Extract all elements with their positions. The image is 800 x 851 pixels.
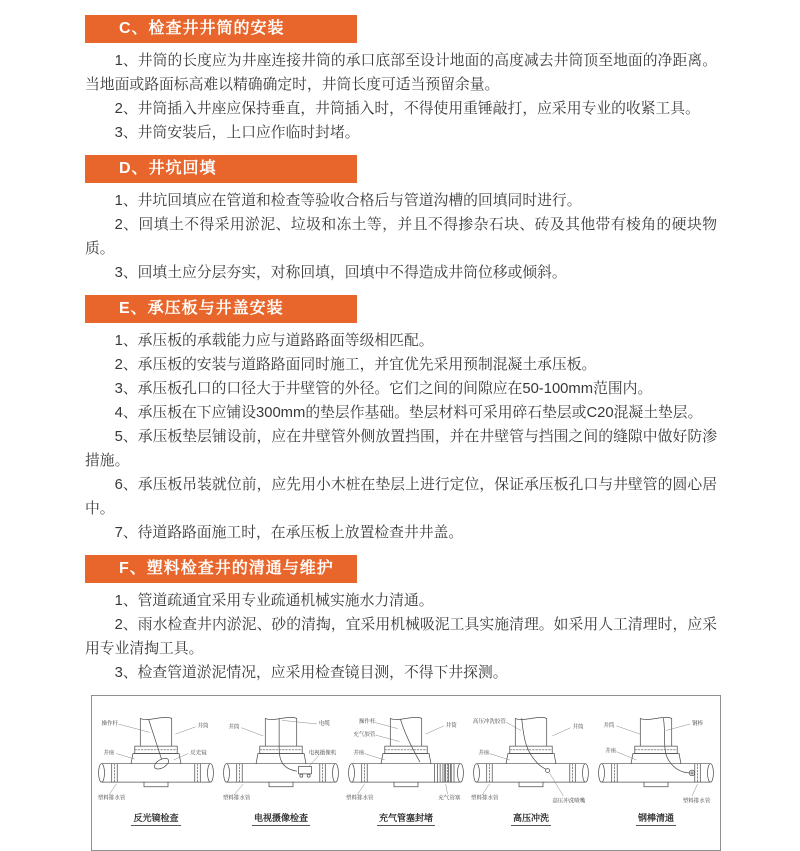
figure-caption: 反光镜检查 xyxy=(131,811,180,826)
figure-caption: 高压冲洗 xyxy=(511,811,551,826)
diagram-label: 电缆 xyxy=(318,720,330,727)
diagram-label: 高压冲洗胶管 xyxy=(472,719,506,726)
well-diagram-rod xyxy=(596,712,716,808)
list-item: 1、管道疏通宜采用专业疏通机械实施水力清通。 xyxy=(114,593,434,609)
diagram-label: 塑料排水管 xyxy=(346,795,374,802)
section-f xyxy=(85,555,717,685)
figure-high-pressure-flushing xyxy=(471,712,591,826)
diagram-label: 操作杆 xyxy=(101,720,119,727)
list-item: 7、待道路路面施工时，在承压板上放置检查井井盖。 xyxy=(114,525,464,541)
figure-tv-camera-inspection xyxy=(221,712,341,826)
list-item: 5、承压板垫层铺设前，应在井壁管外侧放置挡围，并在井壁管与挡围之间的缝隙中做好防渗措施。 xyxy=(85,429,717,469)
figure-air-plug-sealing xyxy=(346,712,466,826)
well-diagram-camera xyxy=(221,712,341,808)
diagram-label: 井筒 xyxy=(572,724,584,731)
well-diagram-flushing xyxy=(471,712,591,808)
figure-caption: 充气管塞封堵 xyxy=(377,811,435,826)
section-e-header: E、承压板与井盖安装 xyxy=(85,295,357,323)
list-item: 3、检查管道淤泥情况，应采用检查镜目测，不得下井探测。 xyxy=(114,665,508,681)
diagram-label: 塑料排水管 xyxy=(471,795,499,802)
list-item: 2、井筒插入井座应保持垂直，井筒插入时，不得使用重锤敲打，应采用专业的收紧工具。 xyxy=(114,101,700,117)
figure-steel-rod-clearing xyxy=(596,712,716,826)
diagram-label: 井座 xyxy=(478,750,490,757)
diagram-label: 井筒 xyxy=(603,722,615,729)
diagram-label: 塑料排水管 xyxy=(97,795,126,802)
diagram-label: 井筒 xyxy=(228,724,240,731)
figure-caption: 钢棒清通 xyxy=(636,811,676,826)
diagram-label: 电视摄像机 xyxy=(308,750,337,757)
diagram-label: 操作杆 xyxy=(358,719,376,726)
diagram-label: 反光镜 xyxy=(190,750,207,757)
diagram-label: 塑料排水管 xyxy=(682,798,711,805)
list-item: 3、承压板孔口的口径大于井壁管的外径。它们之间的间隙应在50-100mm范围内。 xyxy=(114,381,653,397)
list-item: 2、承压板的安装与道路路面同时施工，并宜优先采用预制混凝土承压板。 xyxy=(114,357,597,373)
figure-mirror-inspection xyxy=(96,712,216,826)
section-c xyxy=(85,15,717,145)
list-item: 1、井坑回填应在管道和检查等验收合格后与管道沟槽的回填同时进行。 xyxy=(114,193,582,209)
diagram-label: 塑料排水管 xyxy=(222,795,251,802)
figure-caption: 电视摄像检查 xyxy=(252,811,310,826)
diagram-label: 井座 xyxy=(353,750,365,757)
diagram-label: 充气管塞 xyxy=(438,795,461,802)
diagram-label: 高压冲洗喷嘴 xyxy=(552,798,586,805)
diagram-label: 钢棒 xyxy=(692,720,704,727)
section-e xyxy=(85,295,717,545)
section-d-header: D、井坑回填 xyxy=(85,155,357,183)
list-item: 3、井筒安装后，上口应作临时封堵。 xyxy=(114,125,360,141)
list-item: 3、回填土应分层夯实，对称回填，回填中不得造成井筒位移或倾斜。 xyxy=(114,265,567,281)
section-f-header: F、塑料检查井的清通与维护 xyxy=(85,555,357,583)
well-diagram-mirror xyxy=(96,712,216,808)
well-diagram-plug xyxy=(346,712,466,808)
tool-pressure-hose xyxy=(522,718,550,772)
section-d xyxy=(85,155,717,285)
tool-camera-cable xyxy=(279,718,311,777)
list-item: 4、承压板在下应铺设300mm的垫层作基础。垫层材料可采用碎石垫层或C20混凝土垫层。 xyxy=(114,405,703,421)
diagram-figures-row xyxy=(96,712,716,826)
list-item: 2、回填土不得采用淤泥、垃圾和冻土等，并且不得掺杂石块、砖及其他带有棱角的硬块物质。 xyxy=(85,217,717,257)
list-item: 6、承压板吊装就位前，应先用小木桩在垫层上进行定位，保证承压板孔口与井壁管的圆心居中。 xyxy=(85,477,717,517)
list-item: 2、雨水检查井内淤泥、砂的清掏，宜采用机械吸泥工具实施清理。如采用人工清理时，应采用专业清掏工具。 xyxy=(85,617,717,657)
diagram-label: 井筒 xyxy=(197,723,209,730)
list-item: 1、井筒的长度应为井座连接井筒的承口底部至设计地面的高度减去井筒顶至地面的净距离。当地面或路面标高难以精确确定时，井筒长度可适当预留余量。 xyxy=(85,53,717,93)
diagram-label: 井筒 xyxy=(445,722,457,729)
list-item: 1、承压板的承载能力应与道路路面等级相匹配。 xyxy=(114,333,434,349)
section-c-header: C、检查井井筒的安装 xyxy=(85,15,357,43)
diagram-label: 井座 xyxy=(103,750,115,757)
diagram-label: 井座 xyxy=(605,748,617,755)
diagram-label: 充气胶管 xyxy=(353,732,376,738)
diagram-panel xyxy=(91,695,721,851)
